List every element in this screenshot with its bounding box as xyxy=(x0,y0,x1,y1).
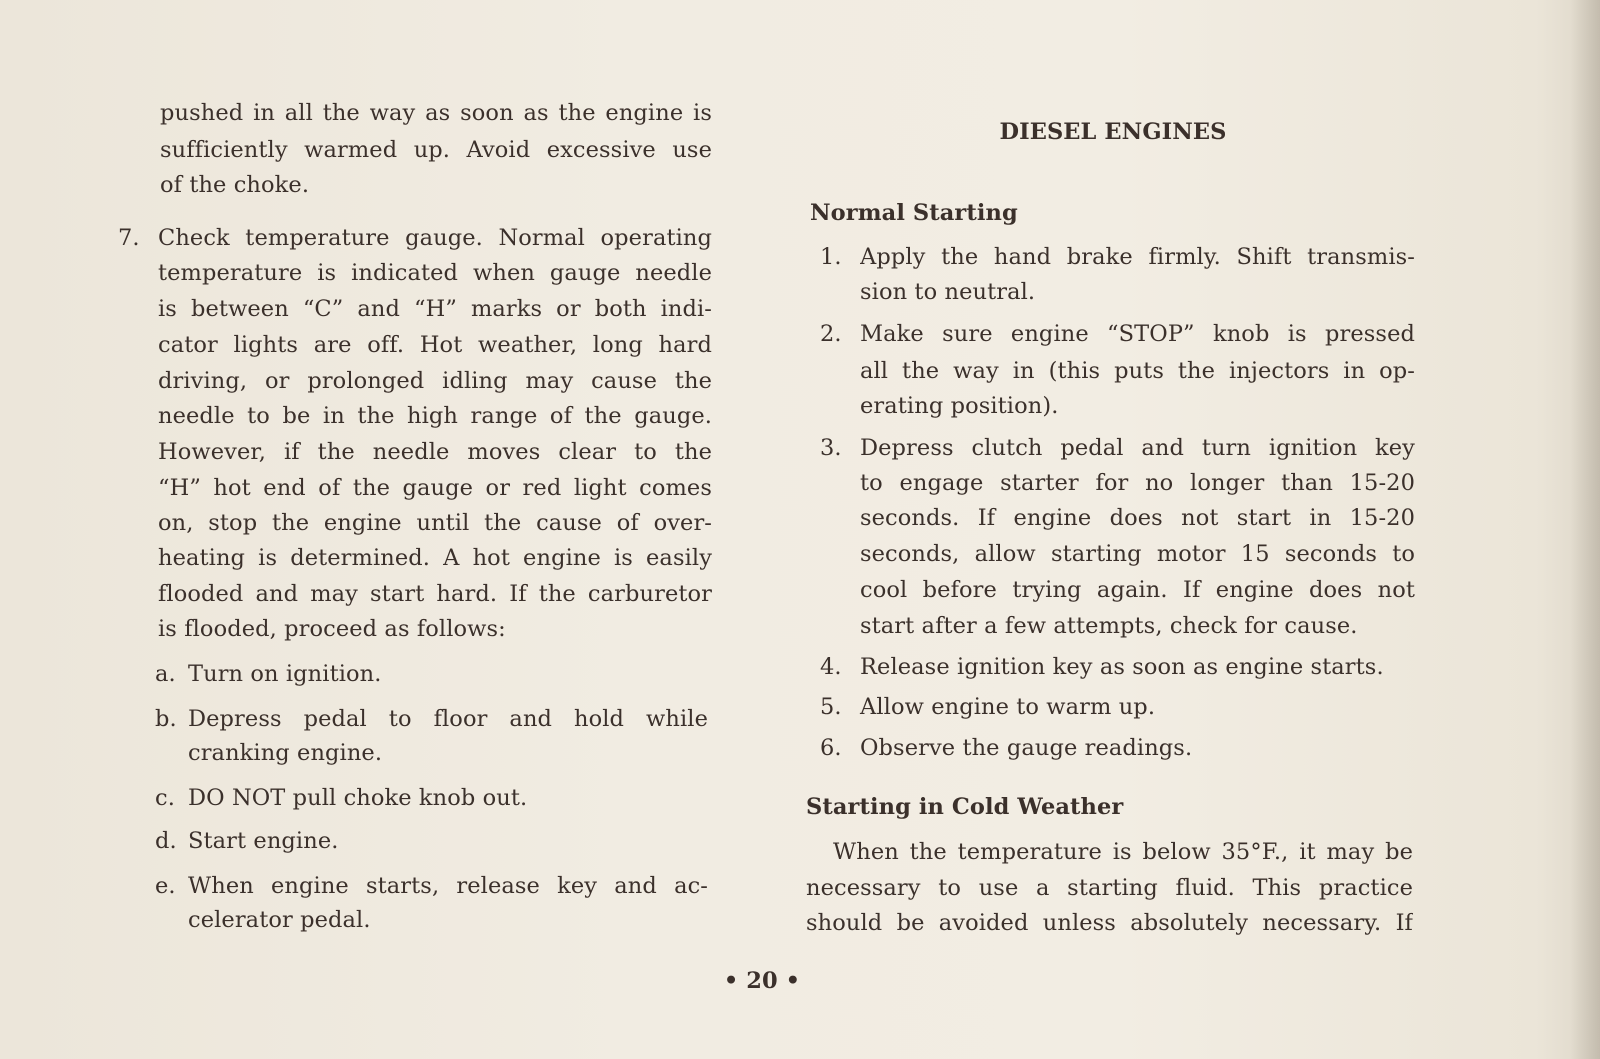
list-item-line: is between “C” and “H” marks or both indi- xyxy=(158,296,712,322)
list-item-line: start after a few attempts, check for cause. xyxy=(860,613,1358,639)
list-item-line: Release ignition key as soon as engine starts. xyxy=(860,654,1384,680)
list-number: 3. xyxy=(820,435,842,461)
list-number: 5. xyxy=(820,694,842,720)
sublist-item-line: DO NOT pull choke knob out. xyxy=(188,785,528,811)
list-item-line: Apply the hand brake firmly. Shift transmis- xyxy=(860,244,1415,270)
sublist-item-line: celerator pedal. xyxy=(188,907,371,933)
list-item-line: seconds. If engine does not start in 15-20 xyxy=(860,505,1415,531)
sublist-letter: a. xyxy=(155,661,176,687)
list-item-line: sion to neutral. xyxy=(860,279,1036,305)
list-item-line: all the way in (this puts the injectors in op- xyxy=(860,358,1415,384)
list-item-line: erating position). xyxy=(860,393,1059,419)
list-item-line: driving, or prolonged idling may cause the xyxy=(158,368,712,394)
sublist-letter: e. xyxy=(155,873,176,899)
list-item-line: However, if the needle moves clear to the xyxy=(158,439,712,465)
page-edge-shadow xyxy=(1570,0,1600,1059)
page-number: • 20 • xyxy=(723,968,801,994)
sublist-item-line: Depress pedal to floor and hold while xyxy=(188,706,708,732)
sublist-item-line: When engine starts, release key and ac- xyxy=(188,873,708,899)
sublist-item-line: cranking engine. xyxy=(188,740,383,766)
list-number: 1. xyxy=(820,244,842,270)
list-number: 6. xyxy=(820,735,842,761)
sublist-item-line: Start engine. xyxy=(188,828,339,854)
list-item-line: is flooded, proceed as follows: xyxy=(158,616,506,642)
paragraph-line: necessary to use a starting fluid. This practice xyxy=(806,875,1413,901)
list-item-line: “H” hot end of the gauge or red light comes xyxy=(158,475,712,501)
sublist-item-line: Turn on ignition. xyxy=(188,661,382,687)
list-item-line: to engage starter for no longer than 15-20 xyxy=(860,470,1415,496)
section-heading: DIESEL ENGINES xyxy=(999,119,1227,145)
list-item-line: Make sure engine “STOP” knob is pressed xyxy=(860,321,1415,347)
sublist-letter: d. xyxy=(155,828,177,854)
list-item-line: Depress clutch pedal and turn ignition key xyxy=(860,435,1415,461)
subsection-title: Starting in Cold Weather xyxy=(806,794,1124,820)
list-item-line: Observe the gauge readings. xyxy=(860,735,1193,761)
paragraph-line: pushed in all the way as soon as the engine is xyxy=(160,100,712,126)
subsection-title: Normal Starting xyxy=(810,200,1018,226)
list-item-line: heating is determined. A hot engine is easily xyxy=(158,545,712,571)
list-item-line: needle to be in the high range of the gauge. xyxy=(158,403,712,429)
list-item-line: cool before trying again. If engine does not xyxy=(860,577,1415,603)
list-item-line: Allow engine to warm up. xyxy=(860,694,1156,720)
paragraph-line: sufficiently warmed up. Avoid excessive use xyxy=(160,137,712,163)
list-item-line: Check temperature gauge. Normal operating xyxy=(158,225,712,251)
sublist-letter: b. xyxy=(155,706,177,732)
paragraph-line: should be avoided unless absolutely necessary. If xyxy=(806,910,1413,936)
list-number: 7. xyxy=(118,225,140,251)
list-item-line: temperature is indicated when gauge needle xyxy=(158,260,712,286)
list-item-line: flooded and may start hard. If the carburetor xyxy=(158,581,712,607)
list-number: 2. xyxy=(820,321,842,347)
paragraph-line: When the temperature is below 35°F., it may be xyxy=(833,839,1413,865)
sublist-letter: c. xyxy=(155,785,175,811)
list-item-line: on, stop the engine until the cause of over- xyxy=(158,510,712,536)
list-item-line: cator lights are off. Hot weather, long hard xyxy=(158,332,712,358)
list-number: 4. xyxy=(820,654,842,680)
paragraph-line: of the choke. xyxy=(160,172,310,198)
list-item-line: seconds, allow starting motor 15 seconds to xyxy=(860,541,1415,567)
